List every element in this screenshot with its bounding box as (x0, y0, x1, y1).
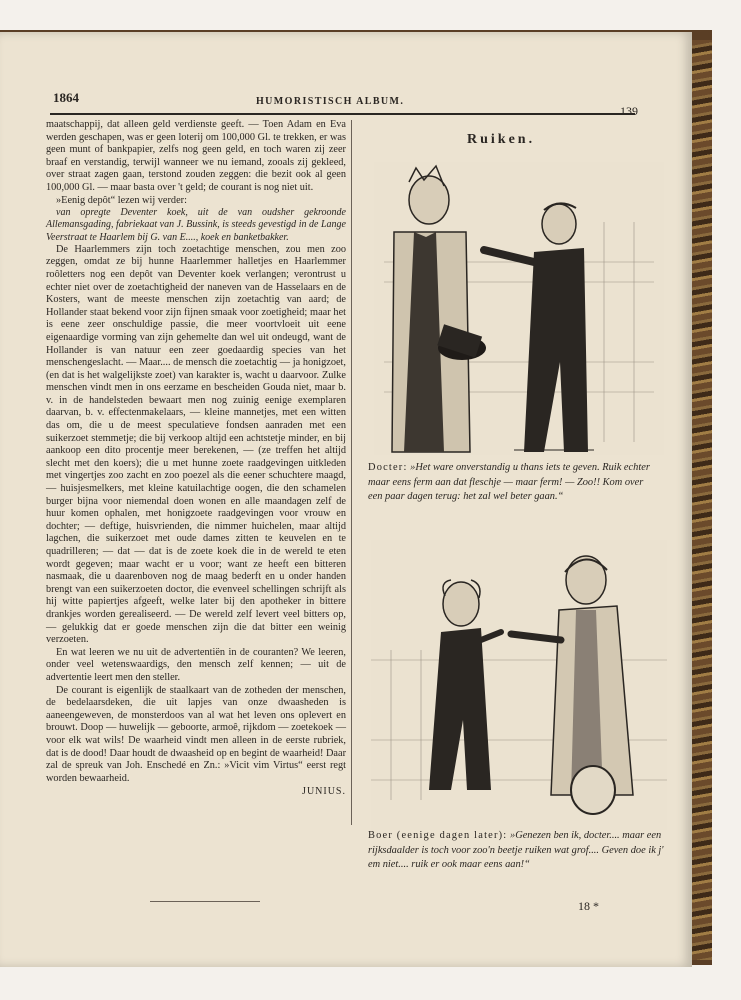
paragraph: maatschappij, dat alleen geld verdienste geeft. — Toen Adam en Eva werden geschapen, was er geen loterij om 100,000 Gl. te trekken, er was geen munt of bankpapier, zelfs nog geen geld, en toch waren zij zeer braaf en verstandig, terwijl wanneer we nu iemand, zooals zij gekleed, over straat zagen gaan, terstond zouden zeggen: die bezit ook al geen 100,000 Gl. — maar basta over 't geld; de courant is nog niet uit. (46, 119, 346, 193)
paragraph: De courant is eigenlijk de staalkaart van de zotheden der menschen, de bedelaarsdeken, die uit lapjes van onze dwaasheden is aaneengeweven, de monsterdoos van al wat het leven ons oplevert en brouwt. Doop — huwelijk — geboorte, armoê, rijkdom — zoetekoek — voor elk wat wils! De waarheid vindt men alleen in de eerste rubriek, dat is de dood! Daar houdt de dwaasheid op en begint de waarheid! Daar zal de spreuk van Joh. Enschedé en Zn.: »Vicit vim Virtus“ eerst regt worden bewaarheid. (46, 684, 346, 784)
cartoon-illustration-doctor (374, 162, 664, 455)
book-spine (690, 40, 712, 960)
paragraph: En wat leeren we nu uit de advertentiën in de couranten? We leeren, onder veel wetenswaardigs, den mensch zelf kennen; — uit de advertentie leert men den steller. (46, 646, 346, 683)
caption-text: »Het ware onverstandig u thans iets te geven. Ruik echter maar eens ferm aan dat fleschje — maar ferm! — Zoo!! Kom over een paar dagen terug: het zal wel beter gaan.“ (368, 462, 650, 503)
header-title: HUMORISTISCH ALBUM. (256, 96, 405, 107)
page-number: 139 (620, 104, 638, 118)
article-column (46, 119, 346, 799)
cartoon-caption-2 (368, 829, 668, 873)
caption-speaker: Docter: (368, 462, 408, 473)
column-rule (351, 120, 352, 825)
cartoon-title: Ruiken. (467, 132, 536, 147)
signature-mark: 18 * (578, 899, 599, 913)
paragraph: De Haarlemmers zijn toch zoetachtige menschen, zou men zoo zeggen, omdat ze bij hunne Haarlemmer halletjes en Haarlemmer roôletters nog een depôt van Deventer koek verlangen; verontrust u echter niet over de zoetachtigheid der naneven van de Hasselaars en de Kosters, want de meeste menschen zijn zoetachtig van aard; de Hollander staat bekend voor zijn fijnen smaak voor zoetigheid; maar het is eene zeer onschuldige passie, die meer voortvloeit uit eene eigenaardige vorming van zijn gehemelte dan wel uit ondeugd, want de Hollander is van natuur een zeer goedaardig species van het menschengeslacht. — Maar.... de mensch die zoetachtig — ja honigzoet, (en dat is het walgelijkste zoet) van karakter is, wacht u daarvoor. Zulke menschen vindt men in ons eerzame en bescheiden Gouda niet, maar b. v. in de handelsteden bewaart men nog zuinig eenige exemplaren daarvan, b. v. effectenmakelaars, — kleine mannetjes, met een witten das om, die u de meest speculatieve fondsen aanraden met een suikerzoet stemmetje; die bij verkoop altijd een achtstetje minder, en bij aankoop een dito procentje meer berekenen, — (ze treffen het altijd slecht met den koers); die u met hunne zoete raadgevingen uitkleden met vingertjes zoo zacht en zoo poezel als die eener schuchtere maagd, — huisjesmelkers, met kleine katuilachtige oogen, die den schamelen burger bijna voor niemendal doen wonen en alle maandagen zelf de huur komen ophalen, met honigzoete raadgevingen voor vrouw en dochter; — deftige, huisvrienden, die nimmer huichelen, maar altijd lagchen, die suikerzoet met oude dames zitten te keuvelen en te quadrilleren; — dat — dat is de zoete koek die in de wereld te eten wordt gegeven; maar wacht er u voor; want ze heeft een bitteren nasmaak, die u daarenboven nog de maag bederft en u onder handen brengt van een suikerzoeten doctor, die evenveel schellingen schrijft als hij witte papiertjes afgeeft, welke later bij den apotheker in bittere drankjes worden gerealiseerd. — De wereld zelf levert veel bitters op, — gelukkig dat er goede menschen zijn die dat bitter een weinig verzoeten. (46, 243, 346, 646)
header-rule (50, 113, 635, 115)
end-rule (150, 901, 260, 902)
caption-speaker: Boer (eenige dagen later): (368, 830, 508, 841)
header-year: 1864 (53, 90, 79, 105)
author-signature: JUNIUS. (302, 786, 346, 798)
advertisement-text: van opregte Deventer koek, uit de van oudsher gekroonde Allemansgading, fabriekaat van J. Bussink, is steeds gevestigd in de Lange Veerstraat te Haarlem bij G. van E...., koek en banketbakker. (46, 207, 346, 243)
cartoon-illustration-farmer (371, 540, 667, 830)
advertisement-intro: »Eenig depôt“ lezen wij verder: (56, 194, 187, 206)
caption-text: »Genezen ben ik, docter.... maar een rijksdaalder is toch voor zoo'n beetje ruiken wat grof.... Geven doe ik j' em niet.... ruik er ook maar eens aan!“ (368, 830, 664, 871)
cartoon-caption-1 (368, 461, 658, 505)
